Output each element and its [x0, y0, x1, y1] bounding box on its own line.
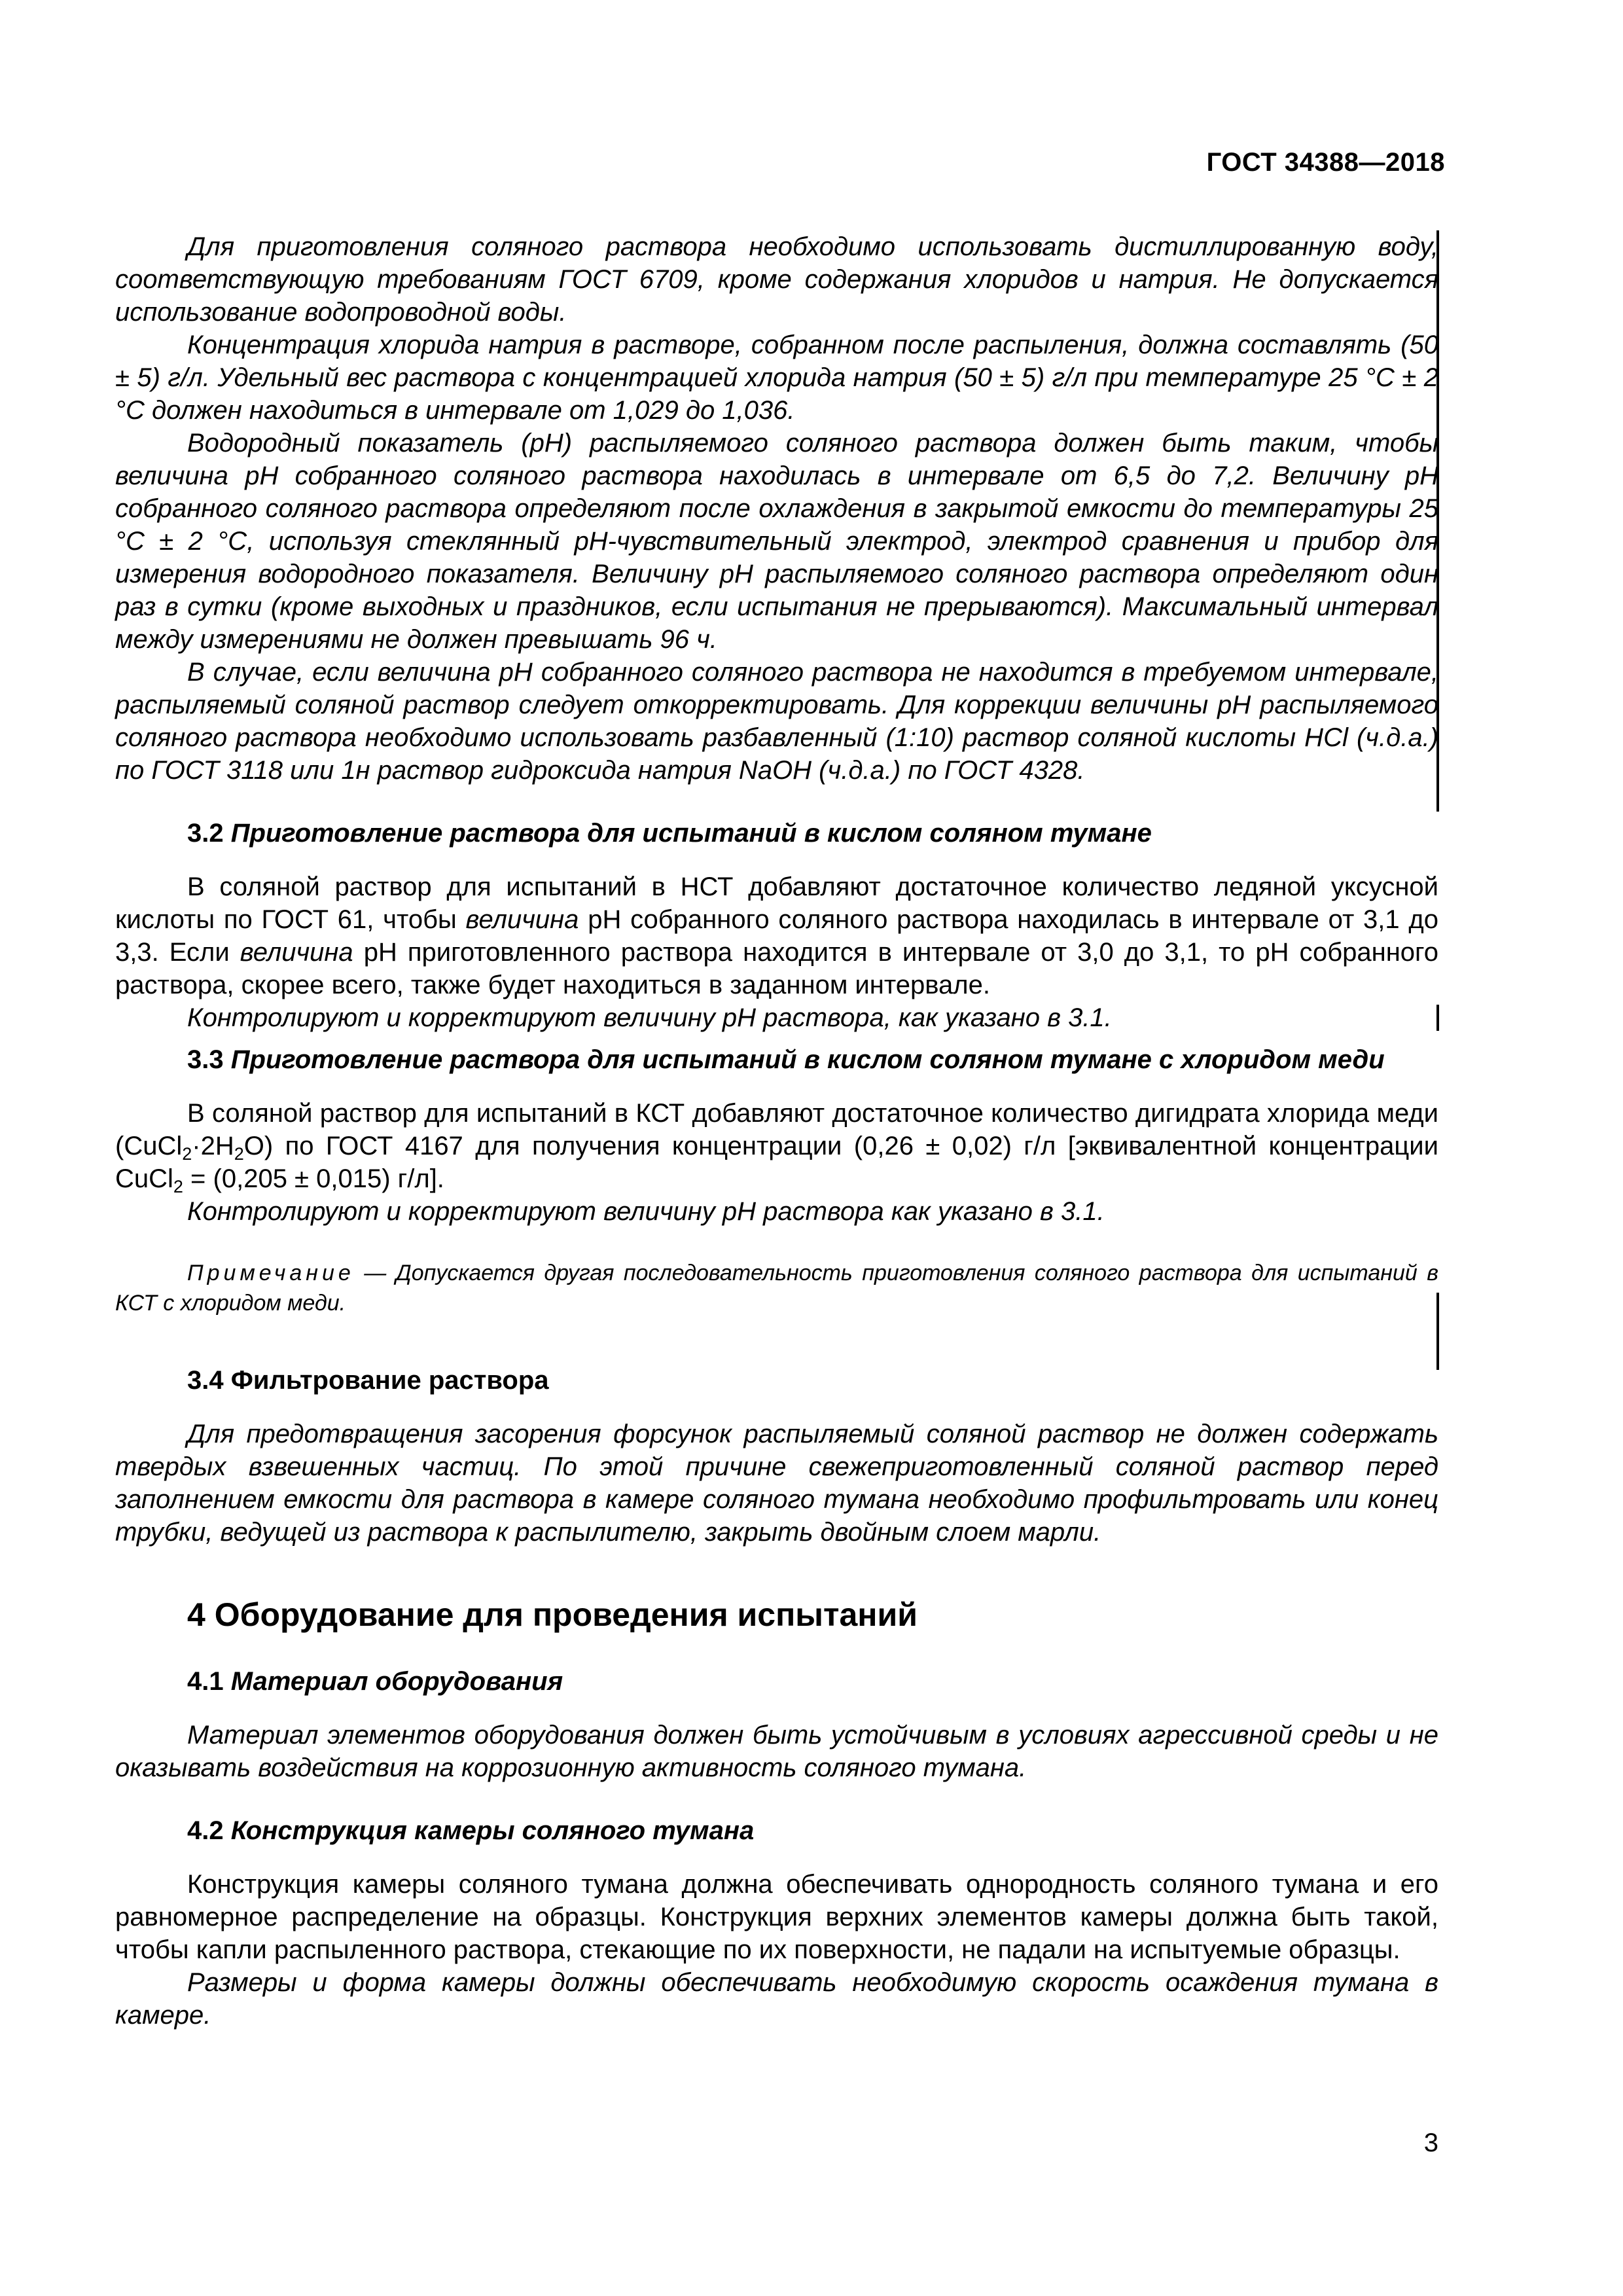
text-run: ·2H [192, 1132, 234, 1160]
paragraph: В случае, если величина pH собранного соляного раствора не находится в требуемом интервале, распыляемый соляной раствор следует откорректировать. Для коррекции величины pH распыляемого соляного раствора необходимо использовать разбавленный (1:10) раствор соляной кислоты HCl (ч.д.а.) по ГОСТ 3118 или 1н раствор гидроксида натрия NaOH (ч.д.а.) по ГОСТ 4328. [115, 658, 1438, 785]
section-title: Материал оборудования [230, 1667, 563, 1696]
paragraph: Водородный показатель (pH) распыляемого соляного раствора должен быть таким, чтобы величина pH собранного соляного раствора находилась в интервале от 6,5 до 7,2. Величину pH собранного соляного раствора определяют после охлаждения в закрытой емкости до температуры 25 °С ± 2 °С, используя стеклянный pH-чувствительный электрод, электрод сравнения и прибор для измерения водородного показателя. Величину pH распыляемого соляного раствора определяют один раз в сутки (кроме выходных и праздников, если испытания не прерываются). Максимальный интервал между измерениями не должен превышать 96 ч. [115, 429, 1438, 654]
section-number: 3.4 [187, 1366, 224, 1395]
section-number: 4.2 [187, 1816, 224, 1845]
text-run: = (0,205 ± 0,015) г/л]. [183, 1164, 444, 1193]
subscript: 2 [234, 1144, 244, 1164]
document-code: ГОСТ 34388—2018 [1206, 148, 1445, 177]
note-text: — Допускается другая последовательность приготовления соляного раствора для испытаний в КСТ с хлоридом меди. [115, 1261, 1438, 1316]
section-number: 4.1 [187, 1667, 224, 1696]
section-number: 3.3 [187, 1045, 224, 1074]
subscript: 2 [182, 1144, 192, 1164]
text-run: O) по ГОСТ 4167 для получения концентрации (0,26 ± 0,02) г/л [эквивалентной концентрации CuCl [115, 1132, 1438, 1193]
text-run: В соляной раствор для испытаний в КСТ добавляют достаточное количество дигидрата хлорида меди (CuCl [115, 1099, 1438, 1160]
paragraph: Для приготовления соляного раствора необходимо использовать дистиллированную воду, соответствующую требованиям ГОСТ 6709, кроме содержания хлоридов и натрия. Не допускается использование водопроводной воды. [115, 232, 1438, 327]
section-heading-4-2 [115, 1814, 1438, 1847]
section-title: Приготовление раствора для испытаний в кислом соляном тумане [230, 819, 1152, 848]
paragraph: Контролируют и корректируют величину pH раствора, как указано в 3.1. [187, 1003, 1112, 1032]
subscript: 2 [173, 1177, 183, 1196]
text-run: величина [465, 905, 579, 934]
section-title: Конструкция камеры соляного тумана [230, 1816, 755, 1845]
paragraph: Конструкция камеры соляного тумана должна обеспечивать однородность соляного тумана и его равномерное распределение на образцы. Конструкция верхних элементов камеры должна быть такой, чтобы капли распыленного раствора, стекающие по их поверхности, не падали на испытуемые образцы. [115, 1870, 1438, 1964]
text-run: В соляной раствор для испытаний в НСТ добавляют достаточное количество ледяной уксусной кислоты по ГОСТ 61, чтобы [115, 872, 1438, 934]
section-heading-3-2 [115, 817, 1438, 850]
section-heading-4-1 [115, 1665, 1438, 1698]
section-title: Приготовление раствора для испытаний в кислом соляном тумане с хлоридом меди [230, 1045, 1385, 1074]
text-run: величина [240, 938, 353, 967]
paragraph [115, 870, 1438, 1001]
paragraph: Для предотвращения засорения форсунок распыляемый соляной раствор не должен содержать твердых взвешенных частиц. По этой причине свежеприготовленный соляной раствор перед заполнением емкости для раствора в камере соляного тумана необходимо профильтровать или конец трубки, ведущей из раствора к распылителю, закрыть двойным слоем марли. [115, 1420, 1438, 1547]
paragraph: Контролируют и корректируют величину pH раствора как указано в 3.1. [187, 1197, 1105, 1226]
text-run: pH собранного соляного раствора находилась в интервале от 3,1 до 3,3. Если [115, 905, 1438, 967]
page-number: 3 [1423, 2128, 1438, 2157]
note-label: Примечание [187, 1261, 355, 1285]
paragraph: Концентрация хлорида натрия в растворе, собранном после распыления, должна составлять (50 ± 5) г/л. Удельный вес раствора с концентрацией хлорида натрия (50 ± 5) г/л при температуре 25 °С ± 2 °С должен находиться в интервале от 1,029 до 1,036. [115, 331, 1438, 425]
paragraph: Материал элементов оборудования должен быть устойчивым в условиях агрессивной среды и не оказывать воздействия на коррозионную активность соляного тумана. [115, 1721, 1438, 1782]
section-heading-3-3 [115, 1043, 1438, 1076]
paragraph [115, 1097, 1438, 1195]
section-heading-3-4 [115, 1364, 1438, 1397]
document-body [115, 230, 1438, 2032]
section-number: 3.2 [187, 819, 224, 848]
text-run: pH приготовленного раствора находится в интервале от 3,0 до 3,1, то pH собранного раствора, скорее всего, также будет находиться в заданном интервале. [115, 938, 1438, 999]
paragraph: Размеры и форма камеры должны обеспечивать необходимую скорость осаждения тумана в камере. [115, 1968, 1438, 2030]
section-title: Фильтрование раствора [230, 1366, 549, 1395]
note [115, 1258, 1438, 1318]
chapter-heading: 4 Оборудование для проведения испытаний [187, 1596, 918, 1633]
